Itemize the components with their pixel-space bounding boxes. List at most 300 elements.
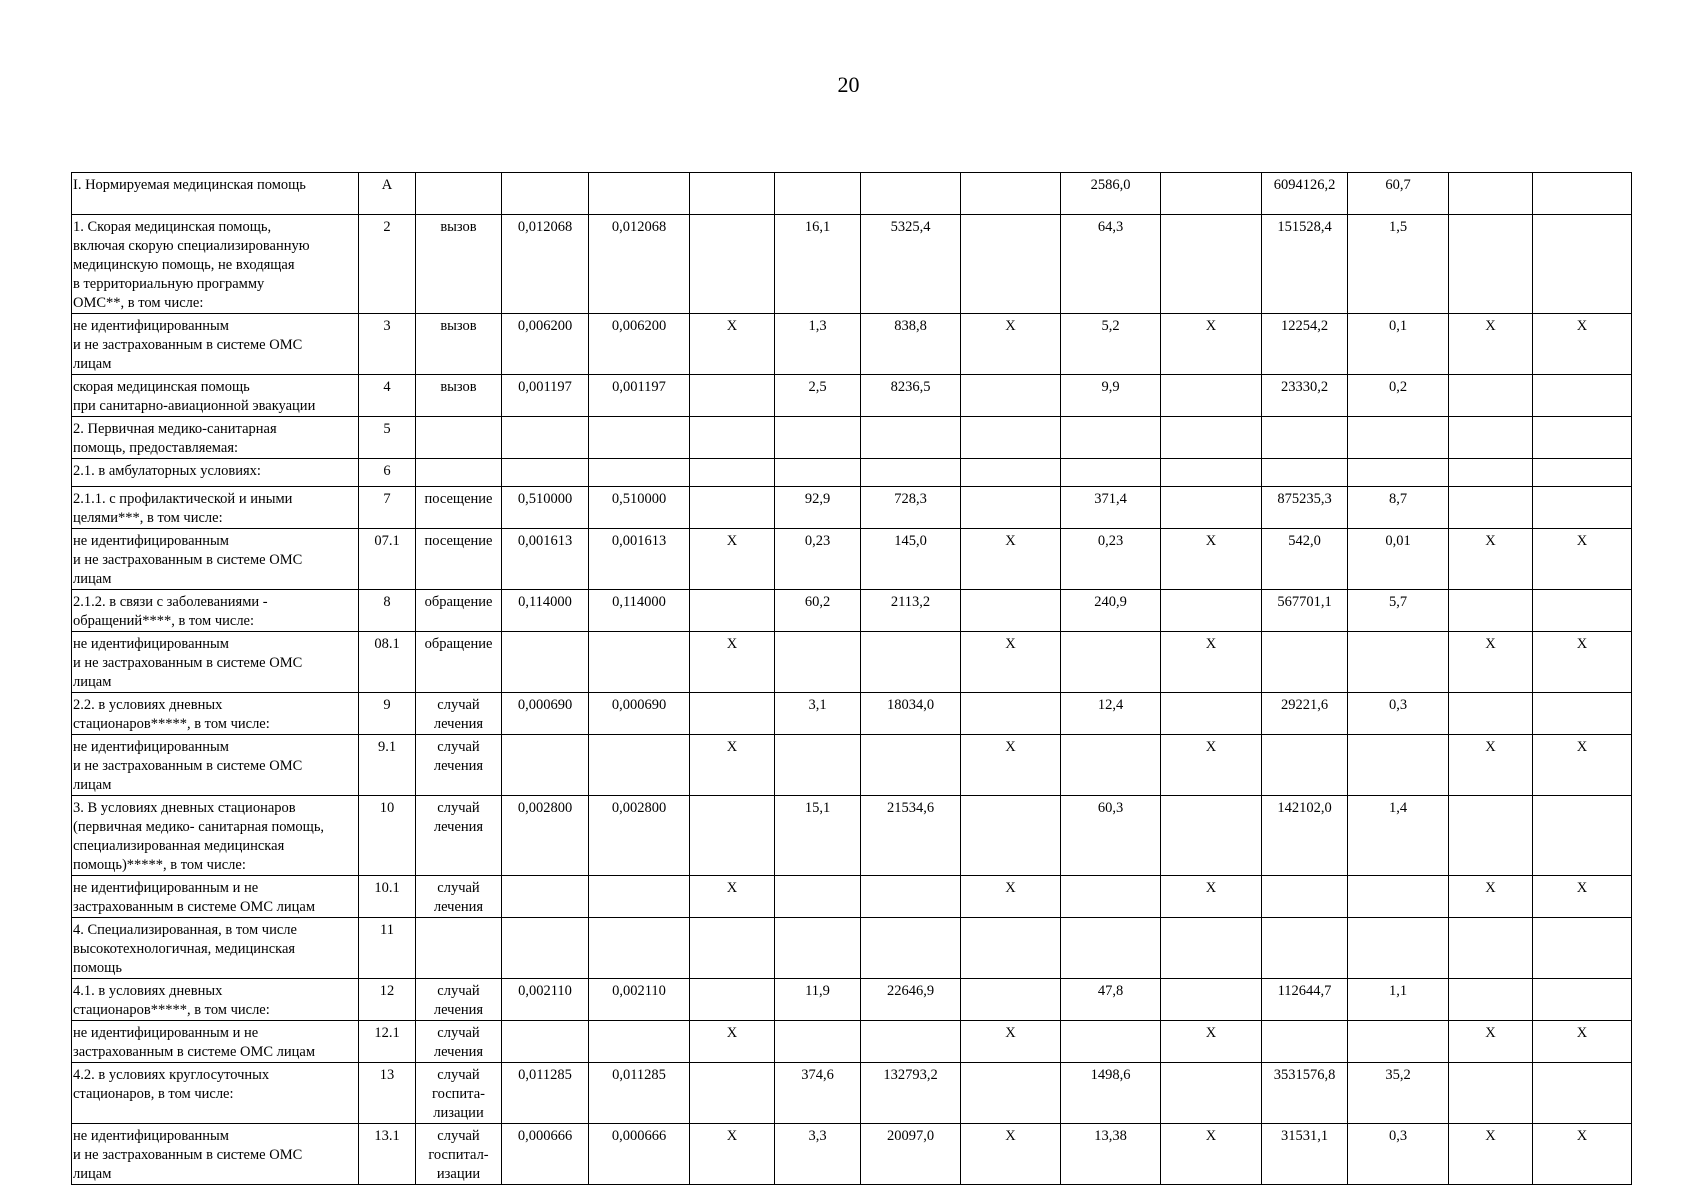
value-cell: [775, 173, 861, 215]
value-cell: [961, 173, 1061, 215]
value-cell: [961, 1063, 1061, 1124]
table-row: [72, 918, 1632, 979]
unit-cell: посещение: [416, 487, 502, 529]
value-cell: 5,7: [1348, 590, 1449, 632]
value-cell: Х: [961, 1021, 1061, 1063]
value-cell: [502, 173, 589, 215]
value-cell: 0,000690: [589, 693, 690, 735]
value-cell: [1449, 173, 1533, 215]
value-cell: [775, 735, 861, 796]
value-cell: 60,3: [1061, 796, 1161, 876]
row-code-cell: 3: [359, 314, 416, 375]
value-cell: [1449, 375, 1533, 417]
row-code-cell: 13: [359, 1063, 416, 1124]
value-cell: Х: [1161, 735, 1262, 796]
value-cell: Х: [1449, 632, 1533, 693]
value-cell: 0,1: [1348, 314, 1449, 375]
value-cell: [589, 1021, 690, 1063]
row-name-cell: не идентифицированным и не застрахованным в системе ОМС лицам: [72, 1124, 359, 1185]
value-cell: 0,006200: [502, 314, 589, 375]
value-cell: [690, 979, 775, 1021]
value-cell: [1449, 693, 1533, 735]
row-code-cell: 5: [359, 417, 416, 459]
value-cell: [1348, 632, 1449, 693]
value-cell: 12254,2: [1262, 314, 1348, 375]
value-cell: [690, 590, 775, 632]
value-cell: [961, 459, 1061, 487]
value-cell: [861, 417, 961, 459]
value-cell: Х: [1449, 1021, 1533, 1063]
value-cell: [1449, 796, 1533, 876]
value-cell: [1533, 918, 1632, 979]
table-row: [72, 314, 1632, 375]
value-cell: [775, 632, 861, 693]
value-cell: Х: [1533, 876, 1632, 918]
value-cell: [1061, 918, 1161, 979]
value-cell: 3531576,8: [1262, 1063, 1348, 1124]
row-code-cell: 9: [359, 693, 416, 735]
row-code-cell: 11: [359, 918, 416, 979]
value-cell: 0,114000: [502, 590, 589, 632]
value-cell: [690, 693, 775, 735]
value-cell: [961, 375, 1061, 417]
row-name-cell: 1. Скорая медицинская помощь, включая скорую специализированную медицинскую помощь, не входящая в территориальную программу ОМС**, в том числе:: [72, 215, 359, 314]
value-cell: 0,000666: [502, 1124, 589, 1185]
value-cell: [1262, 632, 1348, 693]
row-name-cell: 4.1. в условиях дневных стационаров*****, в том числе:: [72, 979, 359, 1021]
value-cell: [775, 1021, 861, 1063]
value-cell: Х: [690, 735, 775, 796]
value-cell: 112644,7: [1262, 979, 1348, 1021]
unit-cell: случай лечения: [416, 693, 502, 735]
row-name-cell: I. Нормируемая медицинская помощь: [72, 173, 359, 215]
row-code-cell: 12.1: [359, 1021, 416, 1063]
value-cell: 6094126,2: [1262, 173, 1348, 215]
value-cell: Х: [961, 632, 1061, 693]
value-cell: [1449, 215, 1533, 314]
value-cell: [502, 417, 589, 459]
value-cell: [775, 876, 861, 918]
value-cell: 5325,4: [861, 215, 961, 314]
value-cell: [690, 796, 775, 876]
value-cell: 374,6: [775, 1063, 861, 1124]
row-code-cell: 6: [359, 459, 416, 487]
value-cell: [1161, 487, 1262, 529]
value-cell: [1449, 590, 1533, 632]
unit-cell: [416, 459, 502, 487]
value-cell: 145,0: [861, 529, 961, 590]
value-cell: 0,001613: [589, 529, 690, 590]
value-cell: [690, 487, 775, 529]
value-cell: [1262, 417, 1348, 459]
value-cell: [961, 417, 1061, 459]
value-cell: 0,002110: [589, 979, 690, 1021]
table-row: [72, 632, 1632, 693]
value-cell: 0,002800: [589, 796, 690, 876]
value-cell: Х: [1533, 314, 1632, 375]
value-cell: 0,012068: [589, 215, 690, 314]
row-name-cell: не идентифицированным и не застрахованным в системе ОМС лицам: [72, 735, 359, 796]
value-cell: 12,4: [1061, 693, 1161, 735]
value-cell: [1061, 632, 1161, 693]
row-code-cell: 9.1: [359, 735, 416, 796]
value-cell: [690, 173, 775, 215]
row-code-cell: 07.1: [359, 529, 416, 590]
unit-cell: вызов: [416, 314, 502, 375]
value-cell: [861, 735, 961, 796]
value-cell: [961, 487, 1061, 529]
value-cell: [502, 735, 589, 796]
value-cell: [589, 632, 690, 693]
value-cell: [1533, 173, 1632, 215]
value-cell: [1161, 459, 1262, 487]
row-name-cell: не идентифицированным и не застрахованным в системе ОМС лицам: [72, 632, 359, 693]
value-cell: 16,1: [775, 215, 861, 314]
value-cell: [861, 632, 961, 693]
value-cell: Х: [1533, 1124, 1632, 1185]
row-code-cell: 2: [359, 215, 416, 314]
row-code-cell: 08.1: [359, 632, 416, 693]
value-cell: 371,4: [1061, 487, 1161, 529]
value-cell: [502, 1021, 589, 1063]
value-cell: [775, 417, 861, 459]
unit-cell: случай лечения: [416, 796, 502, 876]
row-name-cell: не идентифицированным и не застрахованным в системе ОМС лицам: [72, 876, 359, 918]
unit-cell: вызов: [416, 215, 502, 314]
value-cell: Х: [690, 529, 775, 590]
table-row: [72, 590, 1632, 632]
value-cell: 0,114000: [589, 590, 690, 632]
table-row: [72, 487, 1632, 529]
value-cell: [589, 173, 690, 215]
value-cell: 0,012068: [502, 215, 589, 314]
table-row: [72, 693, 1632, 735]
unit-cell: [416, 417, 502, 459]
value-cell: [861, 173, 961, 215]
unit-cell: случай госпита- лизации: [416, 1063, 502, 1124]
row-name-cell: скорая медицинская помощь при санитарно-авиационной эвакуации: [72, 375, 359, 417]
table-row: [72, 796, 1632, 876]
row-name-cell: не идентифицированным и не застрахованным в системе ОМС лицам: [72, 529, 359, 590]
value-cell: Х: [1449, 529, 1533, 590]
value-cell: 9,9: [1061, 375, 1161, 417]
value-cell: 60,2: [775, 590, 861, 632]
value-cell: 15,1: [775, 796, 861, 876]
value-cell: Х: [690, 876, 775, 918]
value-cell: 0,23: [775, 529, 861, 590]
value-cell: 0,002800: [502, 796, 589, 876]
value-cell: 11,9: [775, 979, 861, 1021]
value-cell: [961, 918, 1061, 979]
table-row: [72, 459, 1632, 487]
value-cell: 838,8: [861, 314, 961, 375]
value-cell: 64,3: [1061, 215, 1161, 314]
value-cell: 132793,2: [861, 1063, 961, 1124]
value-cell: [1533, 979, 1632, 1021]
value-cell: 728,3: [861, 487, 961, 529]
row-code-cell: 10: [359, 796, 416, 876]
row-code-cell: 10.1: [359, 876, 416, 918]
value-cell: 0,011285: [589, 1063, 690, 1124]
row-name-cell: 2.2. в условиях дневных стационаров*****, в том числе:: [72, 693, 359, 735]
row-name-cell: 4. Специализированная, в том числе высокотехнологичная, медицинская помощь: [72, 918, 359, 979]
value-cell: [861, 918, 961, 979]
value-cell: 31531,1: [1262, 1124, 1348, 1185]
table-row: [72, 876, 1632, 918]
value-cell: 13,38: [1061, 1124, 1161, 1185]
unit-cell: [416, 918, 502, 979]
value-cell: 3,1: [775, 693, 861, 735]
value-cell: Х: [1449, 735, 1533, 796]
value-cell: [502, 632, 589, 693]
value-cell: [1161, 173, 1262, 215]
value-cell: 1,3: [775, 314, 861, 375]
value-cell: 8,7: [1348, 487, 1449, 529]
value-cell: [1348, 417, 1449, 459]
value-cell: 0,3: [1348, 1124, 1449, 1185]
value-cell: 0,006200: [589, 314, 690, 375]
value-cell: Х: [1161, 529, 1262, 590]
row-code-cell: 8: [359, 590, 416, 632]
value-cell: Х: [961, 735, 1061, 796]
value-cell: [1161, 417, 1262, 459]
table-row: [72, 979, 1632, 1021]
table-row: [72, 1021, 1632, 1063]
value-cell: Х: [1161, 876, 1262, 918]
value-cell: [775, 459, 861, 487]
value-cell: [1533, 459, 1632, 487]
value-cell: [1533, 487, 1632, 529]
value-cell: 8236,5: [861, 375, 961, 417]
value-cell: [690, 417, 775, 459]
value-cell: [1161, 918, 1262, 979]
value-cell: Х: [961, 1124, 1061, 1185]
value-cell: 0,3: [1348, 693, 1449, 735]
row-name-cell: 2. Первичная медико-санитарная помощь, предоставляемая:: [72, 417, 359, 459]
unit-cell: обращение: [416, 632, 502, 693]
unit-cell: случай лечения: [416, 979, 502, 1021]
value-cell: [861, 459, 961, 487]
value-cell: Х: [690, 314, 775, 375]
value-cell: [690, 1063, 775, 1124]
value-cell: 35,2: [1348, 1063, 1449, 1124]
value-cell: [1533, 417, 1632, 459]
row-name-cell: 2.1.1. с профилактической и иными целями***, в том числе:: [72, 487, 359, 529]
unit-cell: случай госпитал- изации: [416, 1124, 502, 1185]
value-cell: [775, 918, 861, 979]
value-cell: [1262, 918, 1348, 979]
value-cell: [502, 459, 589, 487]
row-code-cell: 7: [359, 487, 416, 529]
value-cell: [861, 876, 961, 918]
table-row: [72, 215, 1632, 314]
value-cell: Х: [1161, 1021, 1262, 1063]
row-code-cell: 12: [359, 979, 416, 1021]
value-cell: 240,9: [1061, 590, 1161, 632]
value-cell: [1533, 796, 1632, 876]
value-cell: [1262, 459, 1348, 487]
value-cell: [1061, 735, 1161, 796]
table-row: [72, 375, 1632, 417]
value-cell: [961, 215, 1061, 314]
unit-cell: обращение: [416, 590, 502, 632]
value-cell: [502, 876, 589, 918]
value-cell: [589, 735, 690, 796]
value-cell: [1348, 1021, 1449, 1063]
value-cell: [589, 417, 690, 459]
value-cell: [1161, 375, 1262, 417]
value-cell: [589, 918, 690, 979]
value-cell: [1533, 1063, 1632, 1124]
table-row: [72, 417, 1632, 459]
value-cell: Х: [1533, 529, 1632, 590]
value-cell: 47,8: [1061, 979, 1161, 1021]
value-cell: [1161, 693, 1262, 735]
value-cell: 18034,0: [861, 693, 961, 735]
value-cell: 1,5: [1348, 215, 1449, 314]
value-cell: [961, 796, 1061, 876]
value-cell: Х: [1449, 876, 1533, 918]
value-cell: [1449, 459, 1533, 487]
row-name-cell: не идентифицированным и не застрахованным в системе ОМС лицам: [72, 314, 359, 375]
table-row: [72, 1124, 1632, 1185]
value-cell: 0,2: [1348, 375, 1449, 417]
value-cell: [589, 876, 690, 918]
value-cell: Х: [1533, 1021, 1632, 1063]
value-cell: 0,000690: [502, 693, 589, 735]
value-cell: Х: [1161, 314, 1262, 375]
row-code-cell: 4: [359, 375, 416, 417]
value-cell: [1348, 918, 1449, 979]
value-cell: 151528,4: [1262, 215, 1348, 314]
value-cell: Х: [961, 876, 1061, 918]
norms-table: [71, 172, 1632, 1185]
value-cell: 5,2: [1061, 314, 1161, 375]
value-cell: [690, 215, 775, 314]
value-cell: Х: [1161, 1124, 1262, 1185]
table-row: [72, 173, 1632, 215]
value-cell: 1498,6: [1061, 1063, 1161, 1124]
value-cell: 0,510000: [502, 487, 589, 529]
value-cell: [690, 918, 775, 979]
value-cell: Х: [690, 1021, 775, 1063]
value-cell: 875235,3: [1262, 487, 1348, 529]
value-cell: Х: [690, 632, 775, 693]
table-row: [72, 529, 1632, 590]
value-cell: 0,510000: [589, 487, 690, 529]
value-cell: [1061, 876, 1161, 918]
value-cell: 29221,6: [1262, 693, 1348, 735]
value-cell: Х: [1449, 1124, 1533, 1185]
row-name-cell: 3. В условиях дневных стационаров (первичная медико- санитарная помощь, специализированная медицинская помощь)*****, в том числе:: [72, 796, 359, 876]
row-name-cell: не идентифицированным и не застрахованным в системе ОМС лицам: [72, 1021, 359, 1063]
value-cell: [502, 918, 589, 979]
value-cell: [961, 590, 1061, 632]
value-cell: [861, 1021, 961, 1063]
table-row: [72, 1063, 1632, 1124]
unit-cell: случай лечения: [416, 876, 502, 918]
value-cell: [1449, 918, 1533, 979]
value-cell: 0,001197: [589, 375, 690, 417]
row-name-cell: 2.1.2. в связи с заболеваниями - обращений****, в том числе:: [72, 590, 359, 632]
value-cell: [1449, 487, 1533, 529]
value-cell: [1161, 215, 1262, 314]
unit-cell: [416, 173, 502, 215]
value-cell: Х: [961, 529, 1061, 590]
value-cell: [690, 375, 775, 417]
value-cell: Х: [1533, 632, 1632, 693]
value-cell: Х: [690, 1124, 775, 1185]
value-cell: 0,002110: [502, 979, 589, 1021]
unit-cell: вызов: [416, 375, 502, 417]
value-cell: 0,01: [1348, 529, 1449, 590]
table-row: [72, 735, 1632, 796]
value-cell: [1449, 1063, 1533, 1124]
unit-cell: случай лечения: [416, 735, 502, 796]
value-cell: 92,9: [775, 487, 861, 529]
value-cell: Х: [1449, 314, 1533, 375]
value-cell: [1161, 979, 1262, 1021]
value-cell: 0,001197: [502, 375, 589, 417]
value-cell: 2113,2: [861, 590, 961, 632]
row-code-cell: 13.1: [359, 1124, 416, 1185]
value-cell: [1533, 693, 1632, 735]
value-cell: [1348, 735, 1449, 796]
value-cell: Х: [1533, 735, 1632, 796]
value-cell: 0,011285: [502, 1063, 589, 1124]
value-cell: [961, 979, 1061, 1021]
value-cell: [1262, 735, 1348, 796]
value-cell: 0,001613: [502, 529, 589, 590]
unit-cell: случай лечения: [416, 1021, 502, 1063]
value-cell: 0,000666: [589, 1124, 690, 1185]
value-cell: [1449, 979, 1533, 1021]
value-cell: 1,1: [1348, 979, 1449, 1021]
value-cell: 22646,9: [861, 979, 961, 1021]
value-cell: [1161, 1063, 1262, 1124]
page-number: 20: [837, 72, 860, 97]
value-cell: 20097,0: [861, 1124, 961, 1185]
value-cell: [1449, 417, 1533, 459]
value-cell: 2,5: [775, 375, 861, 417]
value-cell: [1262, 1021, 1348, 1063]
value-cell: 23330,2: [1262, 375, 1348, 417]
value-cell: [1533, 375, 1632, 417]
value-cell: 3,3: [775, 1124, 861, 1185]
value-cell: 542,0: [1262, 529, 1348, 590]
value-cell: [589, 459, 690, 487]
value-cell: 2586,0: [1061, 173, 1161, 215]
value-cell: Х: [1161, 632, 1262, 693]
value-cell: Х: [961, 314, 1061, 375]
unit-cell: посещение: [416, 529, 502, 590]
value-cell: [1061, 417, 1161, 459]
value-cell: 21534,6: [861, 796, 961, 876]
value-cell: [1061, 459, 1161, 487]
value-cell: 60,7: [1348, 173, 1449, 215]
value-cell: [1533, 215, 1632, 314]
row-name-cell: 2.1. в амбулаторных условиях:: [72, 459, 359, 487]
value-cell: [1533, 590, 1632, 632]
value-cell: 142102,0: [1262, 796, 1348, 876]
value-cell: [690, 459, 775, 487]
value-cell: 0,23: [1061, 529, 1161, 590]
value-cell: [1161, 796, 1262, 876]
value-cell: [1161, 590, 1262, 632]
value-cell: 567701,1: [1262, 590, 1348, 632]
value-cell: [1061, 1021, 1161, 1063]
row-code-cell: А: [359, 173, 416, 215]
